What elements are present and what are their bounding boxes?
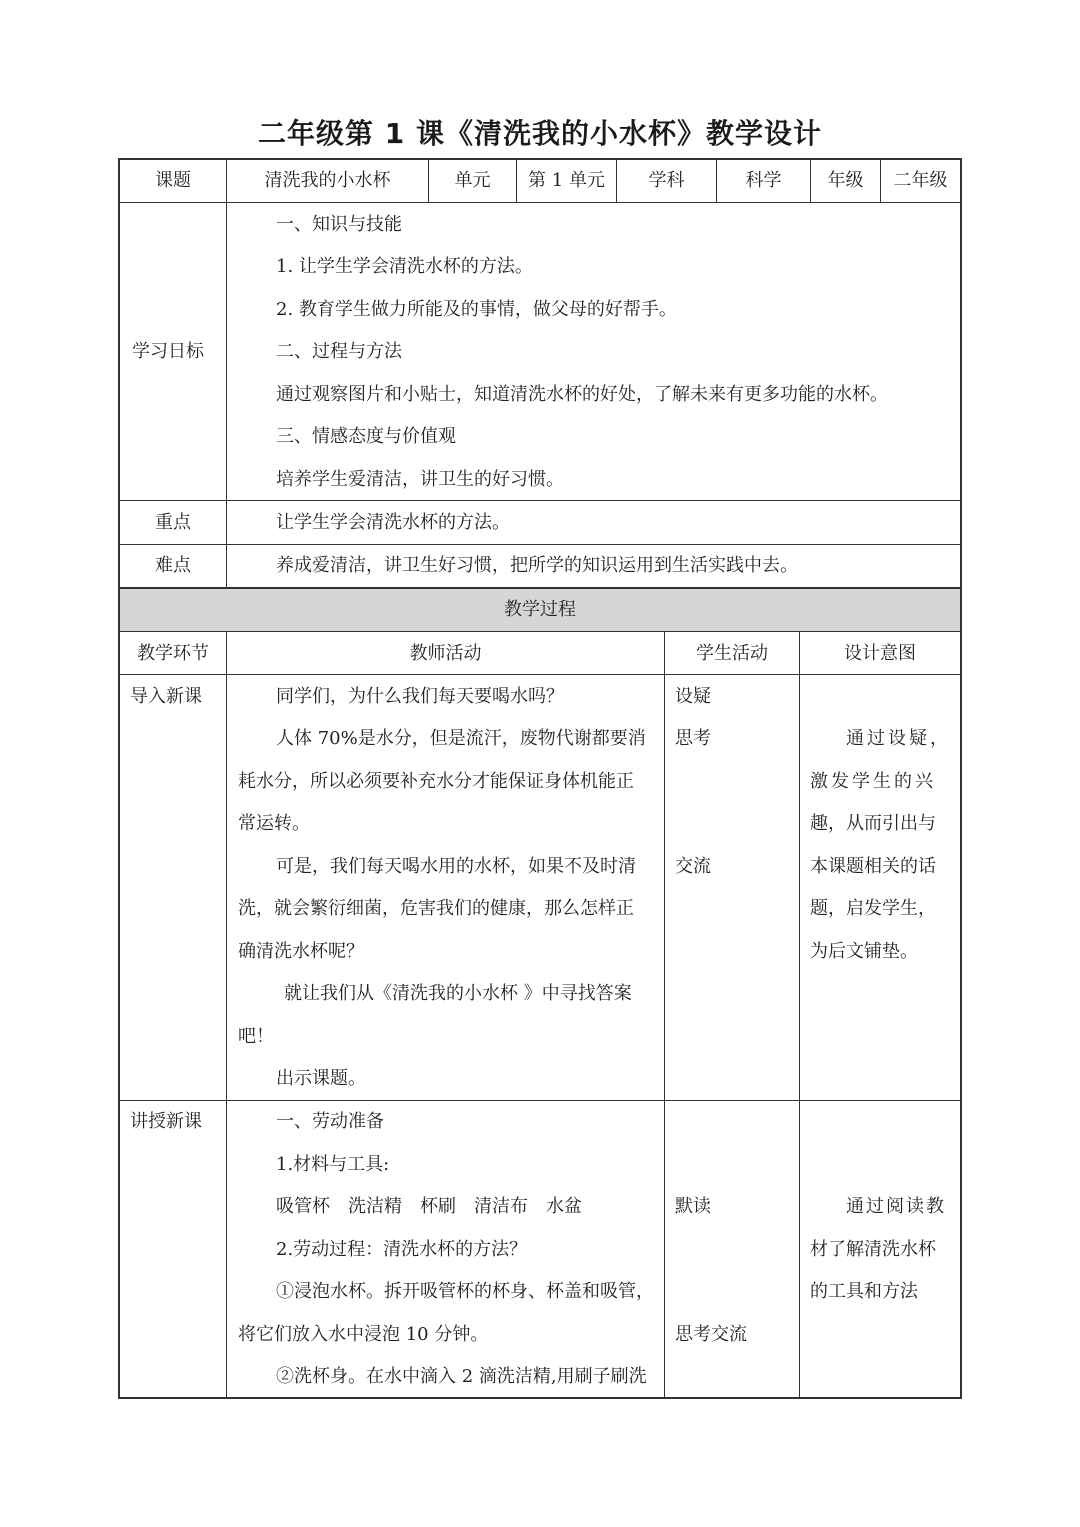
topic-value: 清洗我的小水杯 xyxy=(264,170,391,191)
objectives-label: 学习日标 xyxy=(132,341,204,362)
lecture-label: 讲授新课 xyxy=(130,1111,202,1132)
intro-intent-line: 趣，从而引出与 xyxy=(810,813,936,834)
table-rule xyxy=(799,631,800,1399)
lecture-teacher-line: 1.材料与工具: xyxy=(276,1154,390,1175)
lecture-intent-line: 的工具和方法 xyxy=(810,1281,918,1302)
lecture-teacher-line: 将它们放入水中浸泡 10 分钟。 xyxy=(238,1324,489,1345)
intro-teacher-line: 就让我们从《清洗我的小水杯 》中寻找答案 xyxy=(284,983,632,1004)
lecture-teacher-line: 吸管杯 洗洁精 杯刷 清洁布 水盆 xyxy=(276,1196,582,1217)
intro-intent-line: 本课题相关的话 xyxy=(810,856,936,877)
topic-label: 课题 xyxy=(155,170,191,191)
key-point-text: 让学生学会清洗水杯的方法。 xyxy=(276,512,510,533)
table-border-bottom xyxy=(118,1397,962,1399)
lecture-teacher-line: ①浸泡水杯。拆开吸管杯的杯身、杯盖和吸管， xyxy=(276,1281,654,1302)
process-heading: 教学过程 xyxy=(504,599,576,620)
lecture-teacher-line: ②洗杯身。在水中滴入 2 滴洗洁精,用刷子刷洗 xyxy=(276,1366,647,1387)
subject-value: 科学 xyxy=(745,170,782,191)
intro-student-line: 思考 xyxy=(675,728,711,749)
key-point-label: 重点 xyxy=(155,512,191,533)
table-border-top xyxy=(118,158,962,160)
intro-intent-line: 题，启发学生， xyxy=(810,898,936,919)
table-rule xyxy=(118,631,962,632)
lecture-student-line: 默读 xyxy=(675,1196,711,1217)
lecture-intent-line: 通过阅读教 xyxy=(846,1196,946,1217)
intro-intent-line: 通过设疑， xyxy=(846,728,951,749)
intro-teacher-line: 常运转。 xyxy=(238,813,310,834)
table-rule xyxy=(118,674,962,675)
objective-line: 一、知识与技能 xyxy=(276,214,402,235)
table-rule xyxy=(226,158,227,588)
intro-teacher-line: 出示课题。 xyxy=(276,1068,366,1089)
table-rule xyxy=(118,587,962,589)
table-rule xyxy=(664,631,665,1399)
intro-teacher-line: 人体 70%是水分，但是流汗，废物代谢都要消 xyxy=(276,728,646,749)
intro-student-line: 设疑 xyxy=(675,686,711,707)
table-rule xyxy=(118,1100,962,1101)
objective-line: 2. 教育学生做力所能及的事情，做父母的好帮手。 xyxy=(276,299,677,320)
difficulty-text: 养成爱清洁，讲卫生好习惯，把所学的知识运用到生活实践中去。 xyxy=(276,555,798,576)
column-header-intent: 设计意图 xyxy=(844,643,916,664)
difficulty-label: 难点 xyxy=(155,555,191,576)
lecture-student-line: 思考交流 xyxy=(675,1324,747,1345)
table-rule xyxy=(118,544,962,545)
grade-value: 二年级 xyxy=(893,170,948,191)
intro-teacher-line: 耗水分，所以必须要补充水分才能保证身体机能正 xyxy=(238,771,634,792)
unit-label: 单元 xyxy=(454,170,491,191)
column-header-teacher: 教师活动 xyxy=(409,643,482,664)
column-header-student: 学生活动 xyxy=(696,643,768,664)
intro-student-line: 交流 xyxy=(675,856,711,877)
table-rule xyxy=(118,500,962,501)
unit-value: 第 1 单元 xyxy=(528,170,605,191)
lesson-plan-table xyxy=(118,158,962,1399)
intro-teacher-line: 吧！ xyxy=(238,1026,274,1047)
table-rule xyxy=(118,202,962,203)
intro-teacher-line: 可是，我们每天喝水用的水杯，如果不及时清 xyxy=(276,856,636,877)
intro-intent-line: 激发学生的兴 xyxy=(810,771,936,792)
lecture-teacher-line: 2.劳动过程：清洗水杯的方法？ xyxy=(276,1239,528,1260)
column-header-stage: 教学环节 xyxy=(137,643,209,664)
subject-label: 学科 xyxy=(648,170,685,191)
lecture-teacher-line: 一、劳动准备 xyxy=(276,1111,384,1132)
intro-intent-line: 为后文铺垫。 xyxy=(810,941,918,962)
table-border-right xyxy=(960,158,962,1399)
objective-line: 三、情感态度与价值观 xyxy=(276,426,456,447)
objective-line: 1. 让学生学会清洗水杯的方法。 xyxy=(276,256,533,277)
table-rule xyxy=(226,631,227,1399)
objective-line: 通过观察图片和小贴士，知道清洗水杯的好处，了解未来有更多功能的水杯。 xyxy=(276,384,888,405)
objective-line: 培养学生爱清洁，讲卫生的好习惯。 xyxy=(276,469,564,490)
intro-teacher-line: 同学们，为什么我们每天要喝水吗？ xyxy=(276,686,564,707)
page-title: 二年级第 1 课《清洗我的小水杯》教学设计 xyxy=(258,117,822,150)
intro-teacher-line: 洗，就会繁衍细菌，危害我们的健康，那么怎样正 xyxy=(238,898,634,919)
lecture-intent-line: 材了解清洗水杯 xyxy=(810,1239,936,1260)
intro-label: 导入新课 xyxy=(130,686,202,707)
grade-label: 年级 xyxy=(827,170,864,191)
objective-line: 二、过程与方法 xyxy=(276,341,402,362)
intro-teacher-line: 确清洗水杯呢？ xyxy=(238,941,364,962)
